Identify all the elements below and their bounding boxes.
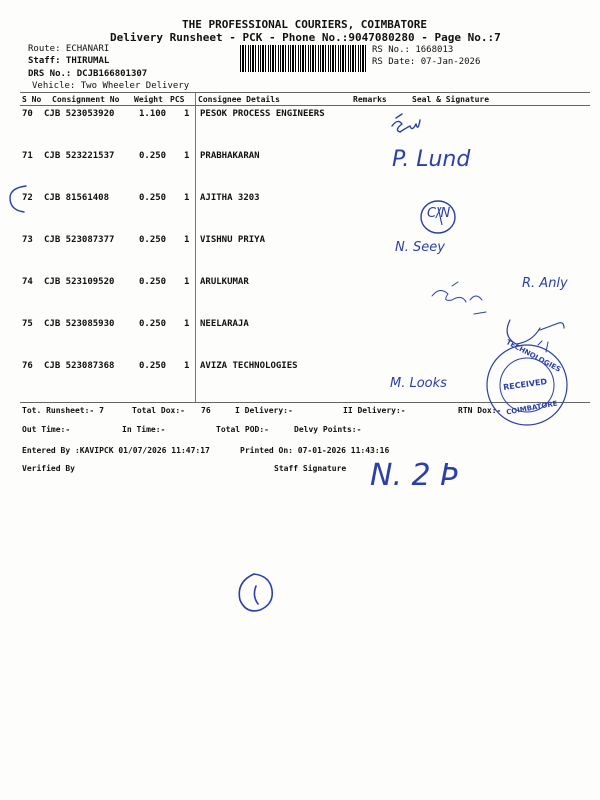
in-time: In Time:- [122, 425, 166, 434]
row-consignee: PRABHAKARAN [200, 151, 260, 161]
row-consignee: ARULKUMAR [200, 277, 249, 287]
row-pcs: 1 [184, 193, 190, 203]
col-seal: Seal & Signature [412, 95, 490, 104]
row-consignment: CJB 81561408 [44, 193, 110, 203]
stamp-text: TECHNOLOGIES [504, 338, 563, 374]
row-consignment: CJB 523085930 [44, 319, 115, 329]
row-sno: 74 [22, 277, 33, 287]
delivery-points: Delvy Points:- [294, 425, 362, 434]
entered-by: Entered By :KAVIPCK 01/07/2026 11:47:17 [22, 446, 210, 455]
row-pcs: 1 [184, 151, 190, 161]
rs-number: RS No.: 1668013 [372, 45, 454, 55]
rtn-dox: RTN Dox:- [458, 406, 502, 415]
row-weight: 0.250 [139, 319, 167, 329]
row-consignee: NEELARAJA [200, 319, 249, 329]
route-label: Route: ECHANARI [28, 44, 110, 54]
row-weight: 0.250 [139, 193, 167, 203]
drs-number: DRS No.: DCJB166801307 [28, 69, 148, 79]
col-pcs: PCS [170, 95, 185, 104]
printed-on: Printed On: 07-01-2026 11:43:16 [240, 446, 390, 455]
rs-date: RS Date: 07-Jan-2026 [372, 57, 481, 67]
total-dox-value: 76 [201, 406, 211, 415]
signature-row71: P. Lund [392, 147, 471, 172]
signature-row74: R. Anly [522, 276, 568, 291]
row-sno: 76 [22, 361, 33, 371]
row-consignment: CJB 523109520 [44, 277, 115, 287]
signature-row70 [392, 114, 420, 132]
verified-by: Verified By [22, 464, 75, 473]
row-pcs: 1 [184, 361, 190, 371]
row-consignee: VISHNU PRIYA [200, 235, 266, 245]
row-weight: 0.250 [139, 277, 167, 287]
staff-handwritten-signature: N. 2 Þ [370, 458, 459, 493]
row-consignment: CJB 523087377 [44, 235, 115, 245]
col-consignee: Consignee Details [198, 95, 280, 104]
row-pcs: 1 [184, 277, 190, 287]
vehicle-label: Vehicle: Two Wheeler Delivery [32, 81, 190, 91]
col-weight: Weight [134, 95, 163, 104]
runsheet-subtitle: Delivery Runsheet - PCK - Phone No.:9047080280 - Page No.:7 [110, 31, 501, 44]
scribble-row75 [507, 320, 564, 344]
row-weight: 0.250 [139, 235, 167, 245]
row-consignee: AVIZA TECHNOLOGIES [200, 361, 298, 371]
row-sno: 70 [22, 109, 33, 119]
row-consignment: CJB 523053920 [44, 109, 115, 119]
stamp-center: RECEIVED [502, 376, 548, 393]
total-pod: Total POD:- [216, 425, 269, 434]
row-pcs: 1 [184, 109, 190, 119]
total-runsheet: Tot. Runsheet:- 7 [22, 406, 104, 415]
signature-row76: M. Looks [390, 376, 447, 391]
col-consignment: Consignment No [52, 95, 120, 104]
signature-row72: C/N [427, 206, 451, 221]
row-sno: 71 [22, 151, 33, 161]
scribble-row74 [432, 282, 486, 314]
out-time: Out Time:- [22, 425, 71, 434]
staff-label: Staff: THIRUMAL [28, 56, 110, 66]
row-sno: 75 [22, 319, 33, 329]
row-sno: 72 [22, 193, 33, 203]
stamp-place: COIMBATORE [505, 399, 559, 417]
col-sno: S No [22, 95, 42, 104]
row-pcs: 1 [184, 235, 190, 245]
row-consignment: CJB 523221537 [44, 151, 115, 161]
row-consignment: CJB 523087368 [44, 361, 115, 371]
row-weight: 1.100 [139, 109, 167, 119]
row-weight: 0.250 [139, 151, 167, 161]
col-remarks: Remarks [353, 95, 387, 104]
ii-delivery: II Delivery:- [343, 406, 406, 415]
row-sno: 73 [22, 235, 33, 245]
bottom-circle-mark [239, 574, 272, 611]
row-consignee: AJITHA 3203 [200, 193, 260, 203]
row-consignee: PESOK PROCESS ENGINEERS [200, 109, 325, 119]
sno-circle-mark [10, 186, 26, 212]
row-weight: 0.250 [139, 361, 167, 371]
staff-signature-label: Staff Signature [274, 464, 347, 473]
total-dox-label: Total Dox:- [132, 406, 185, 415]
i-delivery: I Delivery:- [235, 406, 293, 415]
row-pcs: 1 [184, 319, 190, 329]
company-title: THE PROFESSIONAL COURIERS, COIMBATORE [182, 18, 428, 31]
signature-row73: N. Seey [395, 240, 445, 255]
